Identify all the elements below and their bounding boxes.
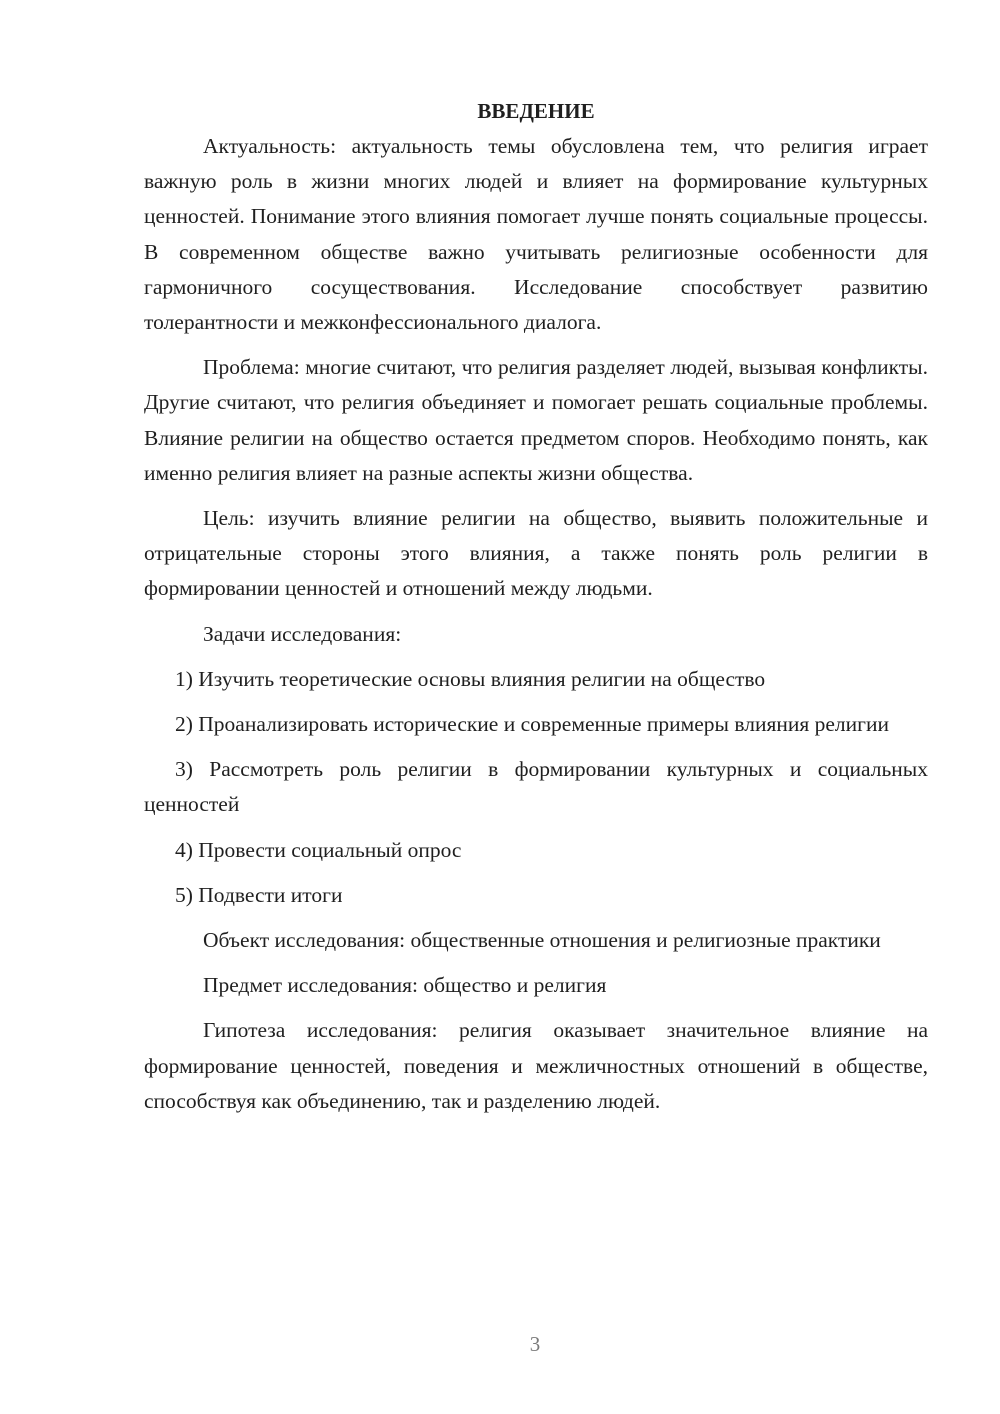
subject-paragraph: Предмет исследования: общество и религия bbox=[203, 973, 607, 998]
tasks-heading: Задачи исследования: bbox=[203, 621, 402, 646]
task-item: 2) Проанализировать исторические и современные примеры влияния религии bbox=[175, 712, 889, 737]
relevance-paragraph: Актуальность: актуальность темы обусловлена тем, что религия играет важную роль в жизни многих людей и влияет на формирование культурных ценностей. Понимание этого влияния помогает лучше понять социальные процессы. В современном обществе важно учитывать религиозные особенности для гармоничного сосуществования. Исследование способствует развитию толерантности и межконфессионального диалога. bbox=[144, 134, 928, 335]
goal-paragraph: Цель: изучить влияние религии на общество, выявить положительные и отрицательные стороны этого влияния, а также понять роль религии в формировании ценностей и отношений между людьми. bbox=[144, 506, 928, 601]
task-item: 3) Рассмотреть роль религии в формировании культурных и социальных ценностей bbox=[144, 757, 928, 817]
task-item: 4) Провести социальный опрос bbox=[175, 837, 462, 862]
problem-paragraph: Проблема: многие считают, что религия разделяет людей, вызывая конфликты. Другие считают, что религия объединяет и помогает решать социальные проблемы. Влияние религии на общество остается предметом споров. Необходимо понять, как именно религия влияет на разные аспекты жизни общества. bbox=[144, 355, 928, 485]
object-paragraph: Объект исследования: общественные отношения и религиозные практики bbox=[203, 928, 881, 953]
task-item: 5) Подвести итоги bbox=[175, 882, 343, 907]
hypothesis-paragraph: Гипотеза исследования: религия оказывает значительное влияние на формирование ценностей, поведения и межличностных отношений в обществе, способствуя как объединению, так и разделению людей. bbox=[144, 1018, 928, 1113]
page-number: 3 bbox=[529, 1332, 541, 1356]
section-title: ВВЕДЕНИЕ bbox=[477, 99, 595, 123]
page-content bbox=[144, 94, 928, 1129]
task-item: 1) Изучить теоретические основы влияния религии на общество bbox=[175, 666, 766, 691]
